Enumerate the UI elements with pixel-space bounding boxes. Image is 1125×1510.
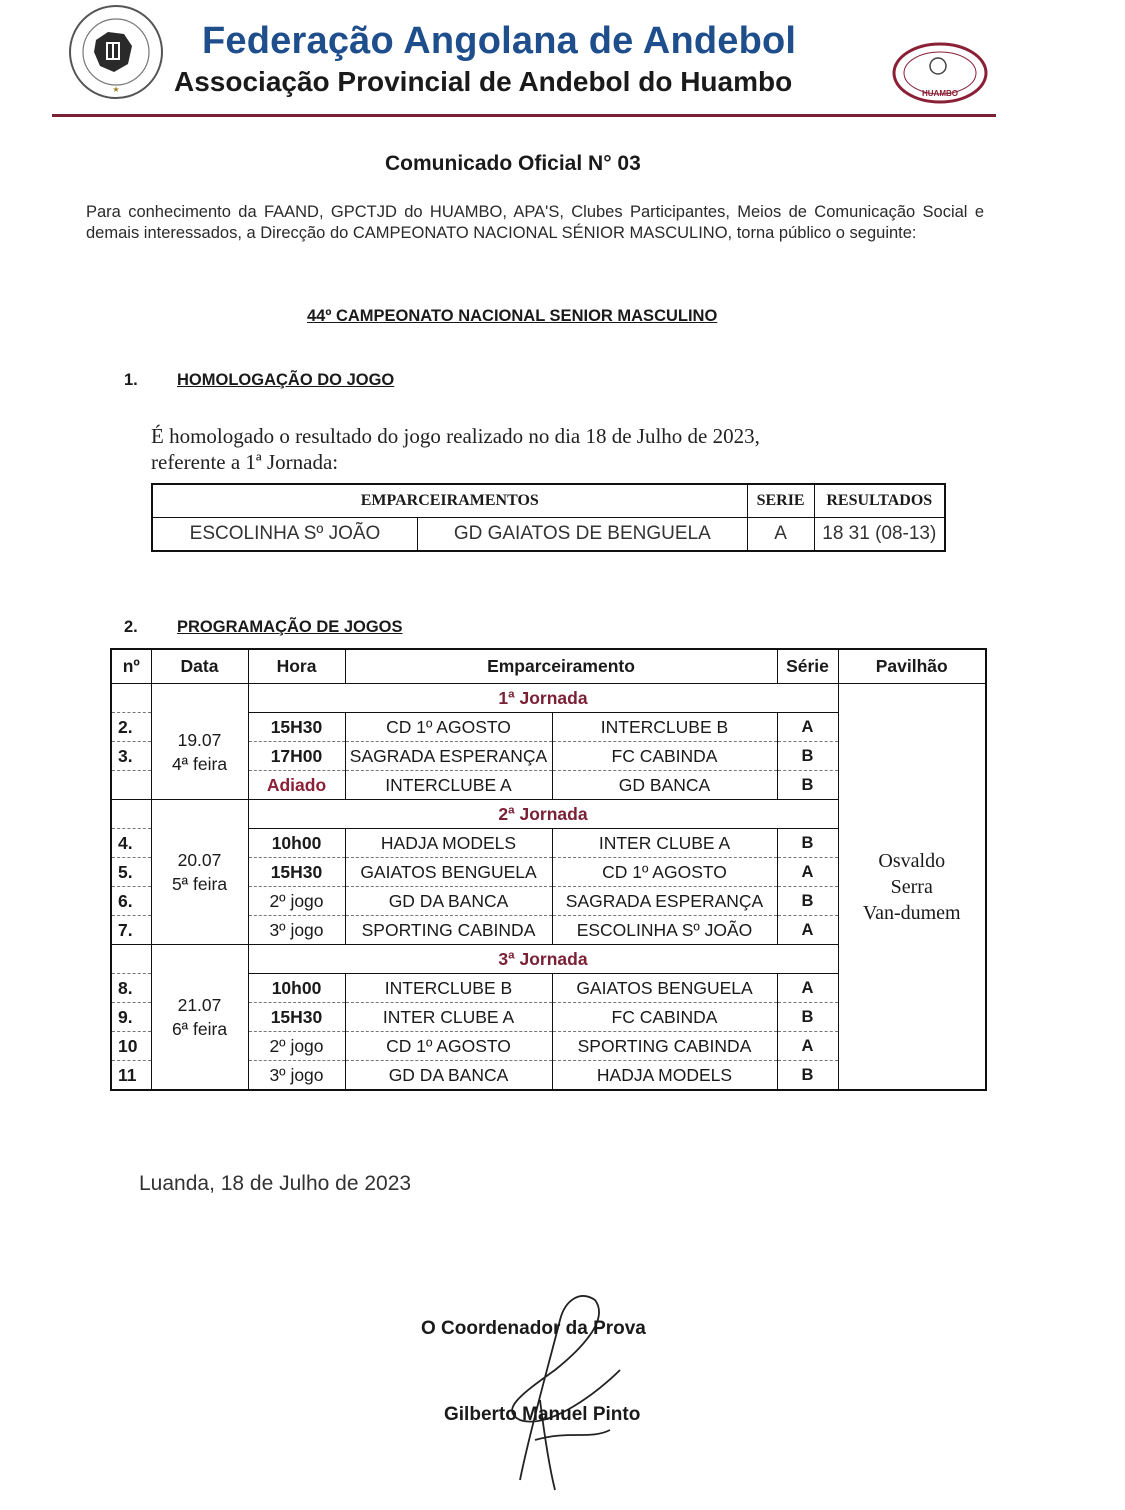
jornada1-num-spacer [111,684,151,713]
jornada1-date [151,684,248,800]
game-serie: B [777,1061,838,1091]
game-team1: GD DA BANCA [345,1061,552,1091]
schedule-table [110,648,987,1091]
signatory-name: Gilberto Manuel Pinto [444,1404,641,1425]
game-serie: B [777,887,838,916]
game-serie: B [777,742,838,771]
game-serie: A [777,713,838,742]
t1-header-serie: SERIE [747,484,814,518]
document-title: Comunicado Oficial N° 03 [385,152,641,175]
jornada3-date-day: 21.07 [177,995,222,1015]
svg-text:★: ★ [112,85,120,94]
game-hora: 15H30 [248,858,345,887]
federation-title: Federação Angolana de Andebol [202,20,797,62]
game-team1: GD DA BANCA [345,887,552,916]
header-serie: Série [777,649,838,684]
jornada1-date-day: 19.07 [177,729,222,750]
game-team1: INTERCLUBE A [345,771,552,800]
huambo-logo-text: HUAMBO [922,89,958,98]
game-num: 5. [111,858,151,887]
huambo-logo [890,42,990,104]
game-team2: GAIATOS BENGUELA [552,974,777,1003]
game-team2: ESCOLINHA Sº JOÃO [552,916,777,945]
jornada1-weekday: 4ª feira [171,753,228,774]
game-team1: SPORTING CABINDA [345,916,552,945]
jornada1-label: 1ª Jornada [248,684,838,713]
pavilhao-line2: Serra [890,875,933,898]
jornada2-weekday: 5ª feira [171,874,228,894]
game-team2: FC CABINDA [552,742,777,771]
game-num [111,771,151,800]
game-num: 10 [111,1032,151,1061]
header-divider [52,114,996,117]
game-team2: FC CABINDA [552,1003,777,1032]
header-pavilhao: Pavilhão [838,649,986,684]
game-hora: 15H30 [248,1003,345,1032]
section1-number: 1. [124,371,138,389]
game-team2: INTERCLUBE B [552,713,777,742]
game-hora: 17H00 [248,742,345,771]
game-num: 7. [111,916,151,945]
header-data: Data [151,649,248,684]
federation-logo [66,2,166,102]
header-hora: Hora [248,649,345,684]
game-team1: HADJA MODELS [345,829,552,858]
game-team1: INTERCLUBE B [345,974,552,1003]
handwritten-signature [460,1280,660,1500]
t1-team2: GD GAIATOS DE BENGUELA [418,518,748,552]
jornada3-num-spacer [111,945,151,974]
game-team2: CD 1º AGOSTO [552,858,777,887]
game-team2: HADJA MODELS [552,1061,777,1091]
section2-title: PROGRAMAÇÃO DE JOGOS [177,618,403,636]
t1-team1: ESCOLINHA Sº JOÃO [152,518,418,552]
jornada2-num-spacer [111,800,151,829]
t1-result: 18 31 (08-13) [814,518,945,552]
t1-header-resultados: RESULTADOS [814,484,945,518]
game-hora: 10h00 [248,829,345,858]
championship-title: 44º CAMPEONATO NACIONAL SENIOR MASCULINO [307,307,718,325]
homologation-line2: referente a 1ª Jornada: [151,450,339,474]
game-team1: SAGRADA ESPERANÇA [345,742,552,771]
pavilhao-cell [838,684,986,1091]
game-serie: A [777,916,838,945]
game-serie: B [777,1003,838,1032]
game-hora: 10h00 [248,974,345,1003]
game-serie: B [777,771,838,800]
game-serie: A [777,974,838,1003]
game-num: 2. [111,713,151,742]
jornada2-date-day: 20.07 [177,850,222,870]
jornada2-date [151,800,248,945]
game-serie: A [777,1032,838,1061]
game-hora: 2º jogo [248,887,345,916]
game-team1: CD 1º AGOSTO [345,1032,552,1061]
game-hora: 3º jogo [248,1061,345,1091]
game-team2: GD BANCA [552,771,777,800]
pavilhao-line1: Osvaldo [878,849,946,872]
game-num: 11 [111,1061,151,1091]
association-subtitle: Associação Provincial de Andebol do Huambo [174,66,793,97]
pavilhao-line3: Van-dumem [862,901,961,924]
jornada3-date [151,945,248,1091]
game-serie: A [777,858,838,887]
game-team2: SPORTING CABINDA [552,1032,777,1061]
jornada2-label: 2ª Jornada [248,800,838,829]
homologation-line1: É homologado o resultado do jogo realizado no dia 18 de Julho de 2023, [151,424,760,448]
jornada3-weekday: 6ª feira [171,1019,228,1039]
place-date: Luanda, 18 de Julho de 2023 [139,1172,412,1195]
game-team1: CD 1º AGOSTO [345,713,552,742]
game-team2: SAGRADA ESPERANÇA [552,887,777,916]
section2-number: 2. [124,618,138,636]
homologation-text [151,423,951,475]
game-num: 6. [111,887,151,916]
game-hora-postponed: Adiado [248,771,345,800]
t1-serie: A [747,518,814,552]
game-team1: GAIATOS BENGUELA [345,858,552,887]
game-num: 9. [111,1003,151,1032]
game-hora: 3º jogo [248,916,345,945]
t1-header-emparceiramentos: EMPARCEIRAMENTOS [152,484,747,518]
signatory-role: O Coordenador da Prova [421,1318,646,1339]
section1-title: HOMOLOGAÇÃO DO JOGO [177,371,395,389]
game-hora: 15H30 [248,713,345,742]
game-num: 8. [111,974,151,1003]
homologation-table [151,483,946,552]
game-team1: INTER CLUBE A [345,1003,552,1032]
intro-paragraph: Para conhecimento da FAAND, GPCTJD do HUAMBO, APA'S, Clubes Participantes, Meios de Comunicação Social e demais interessados, a Direcção do CAMPEONATO NACIONAL SÉNIOR MASCULINO, torna público o seguinte: [86,203,984,242]
header-num: nº [111,649,151,684]
game-num: 4. [111,829,151,858]
game-serie: B [777,829,838,858]
game-hora: 2º jogo [248,1032,345,1061]
game-num: 3. [111,742,151,771]
game-team2: INTER CLUBE A [552,829,777,858]
header-emparceiramento: Emparceiramento [345,649,777,684]
jornada3-label: 3ª Jornada [248,945,838,974]
